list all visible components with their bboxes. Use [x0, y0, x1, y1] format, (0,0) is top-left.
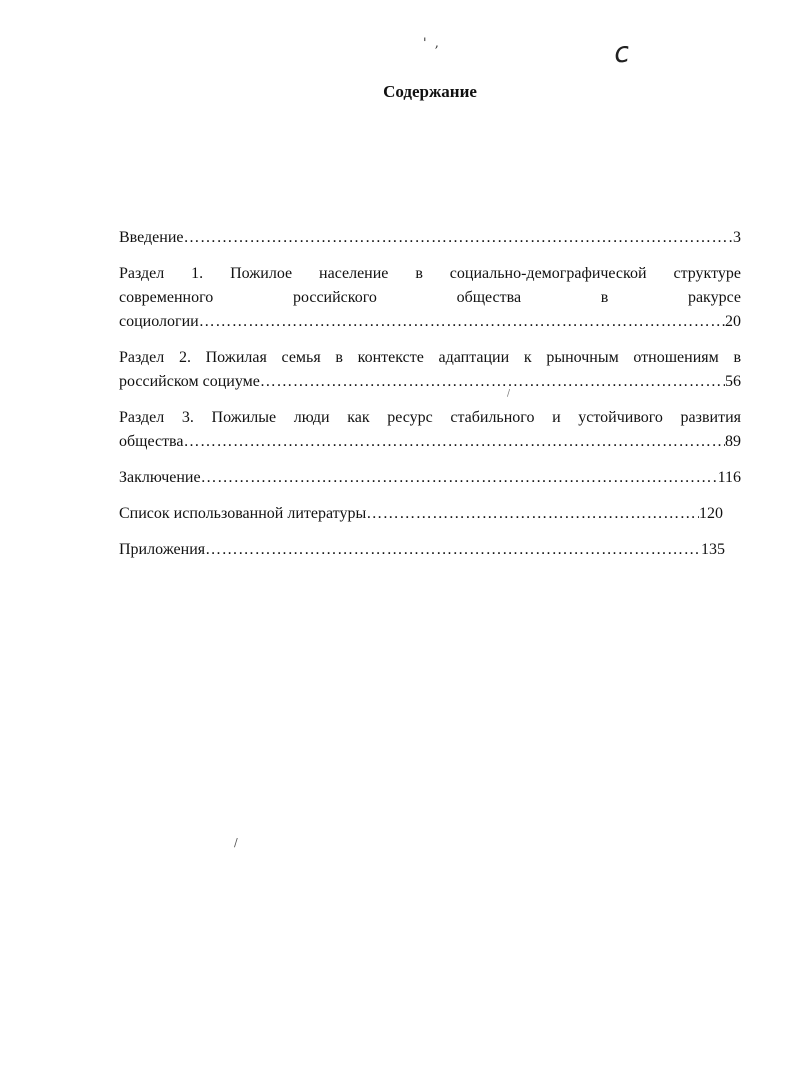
toc-leader-dots — [366, 502, 699, 526]
toc-entry-bibliography[interactable] — [119, 502, 723, 526]
toc-entry-label: Введение — [119, 229, 184, 246]
toc-page-number: 56 — [725, 373, 741, 390]
toc-entry-section-1[interactable] — [119, 262, 741, 334]
toc-entry-label: российском социуме — [119, 373, 260, 390]
toc-entry-line — [119, 310, 741, 334]
handwritten-mark: c — [612, 35, 632, 70]
toc-entry-line: современного российского общества в ракурсе — [119, 289, 741, 306]
toc-entry-label: Приложения — [119, 541, 206, 558]
toc-entry-line — [119, 370, 741, 394]
scan-speck: / — [234, 836, 238, 849]
toc-entry-section-2[interactable] — [119, 346, 741, 394]
toc-entry-line: Раздел 1. Пожилое население в социально-демографической структуре — [119, 265, 741, 282]
toc-page-number: 20 — [725, 313, 741, 330]
toc-entry-label: социологии — [119, 313, 199, 330]
toc-entry-line — [119, 466, 741, 490]
toc-entry-line — [119, 226, 741, 250]
toc-entry-line: Раздел 2. Пожилая семья в контексте адаптации к рыночным отношениям в — [119, 349, 741, 366]
toc-entry-line — [119, 502, 723, 526]
toc-entry-conclusion[interactable] — [119, 466, 741, 490]
toc-entry-appendices[interactable] — [119, 538, 725, 562]
toc-entry-introduction[interactable] — [119, 226, 741, 250]
scan-speck: / — [507, 389, 511, 399]
toc-entry-section-3[interactable] — [119, 406, 741, 454]
toc-entry-label: Заключение — [119, 469, 201, 486]
page-title: Содержание — [383, 82, 477, 101]
toc-entry-label: общества — [119, 433, 184, 450]
toc-leader-dots — [201, 466, 718, 490]
toc-entry-line: Раздел 3. Пожилые люди как ресурс стабильного и устойчивого развития — [119, 409, 741, 426]
toc-leader-dots — [260, 370, 725, 394]
toc-entry-label: Список использованной литературы — [119, 505, 367, 522]
toc-leader-dots — [205, 538, 701, 562]
toc-page-number: 3 — [733, 229, 741, 246]
toc-leader-dots — [199, 310, 725, 334]
table-of-contents — [119, 226, 741, 574]
toc-page-number: 89 — [725, 433, 741, 450]
toc-leader-dots — [184, 430, 726, 454]
toc-page-number: 135 — [701, 541, 725, 558]
toc-page-number: 120 — [699, 505, 723, 522]
toc-page-number: 116 — [717, 469, 741, 486]
scan-mark: ' , — [423, 36, 441, 51]
toc-entry-line — [119, 538, 725, 562]
toc-entry-line — [119, 430, 741, 454]
toc-leader-dots — [184, 226, 734, 250]
